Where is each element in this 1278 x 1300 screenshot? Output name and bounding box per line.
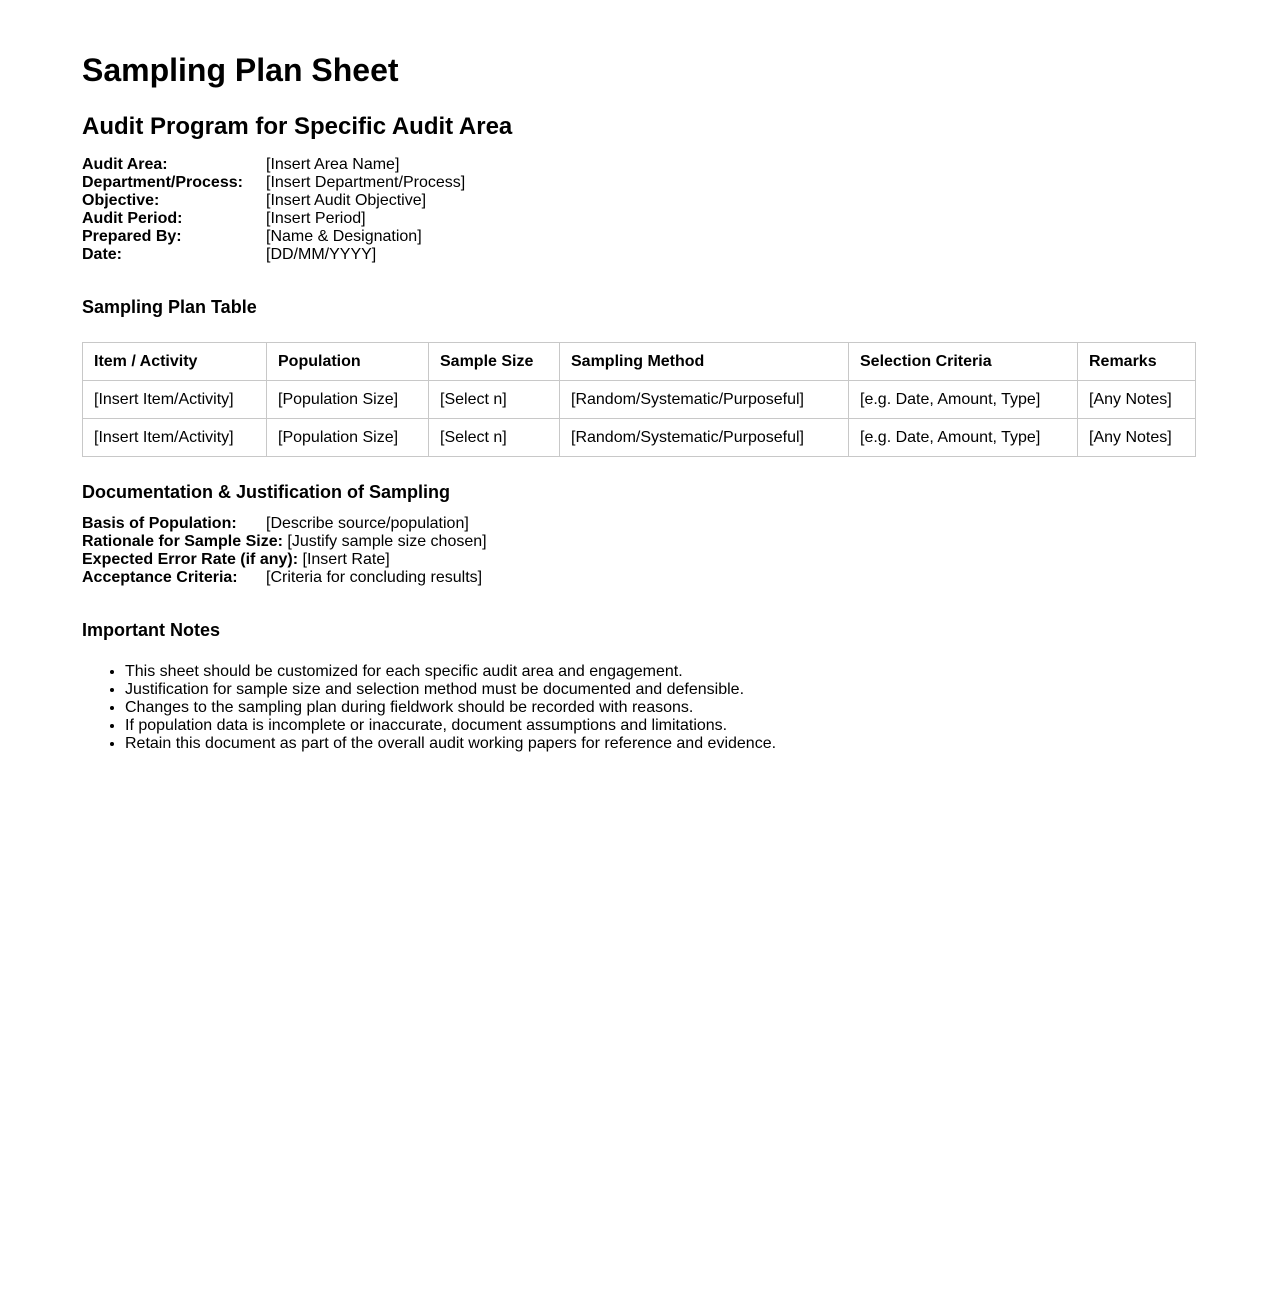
meta-row-date (82, 246, 1196, 264)
list-item: • Retain this document as part of the overall audit working papers for reference and evidence. (125, 735, 1196, 753)
table-cell: [Insert Item/Activity] (83, 419, 267, 457)
page-title: Sampling Plan Sheet (82, 52, 399, 88)
list-item: • This sheet should be customized for each specific audit area and engagement. (125, 663, 1196, 681)
list-item: • Justification for sample size and selection method must be documented and defensible. (125, 681, 1196, 699)
meta-label: Audit Period: (82, 210, 183, 227)
meta-row-department (82, 174, 1196, 192)
sampling-table-heading: Sampling Plan Table (82, 297, 257, 317)
meta-row-objective (82, 192, 1196, 210)
table-row (83, 381, 1196, 419)
justification-value: [Criteria for concluding results] (266, 569, 483, 586)
justification-value: [Justify sample size chosen] (287, 533, 487, 550)
justification-row-acceptance (82, 569, 1196, 587)
table-cell: [Select n] (429, 419, 560, 457)
column-header: Selection Criteria (849, 343, 1078, 381)
justification-label: Rationale for Sample Size: (82, 533, 283, 550)
table-cell: [Select n] (429, 381, 560, 419)
justification-block (82, 515, 1196, 587)
meta-value: [Name & Designation] (266, 228, 422, 245)
justification-row-rationale (82, 533, 1196, 551)
table-cell: [Random/Systematic/Purposeful] (560, 381, 849, 419)
column-header: Sample Size (429, 343, 560, 381)
meta-value: [DD/MM/YYYY] (266, 246, 377, 263)
meta-value: [Insert Area Name] (266, 156, 400, 173)
justification-label: Acceptance Criteria: (82, 569, 238, 586)
justification-label: Basis of Population: (82, 515, 237, 532)
meta-label: Date: (82, 246, 123, 263)
table-cell: [Any Notes] (1078, 419, 1196, 457)
table-cell: [Population Size] (267, 419, 429, 457)
meta-label: Audit Area: (82, 156, 168, 173)
meta-label: Objective: (82, 192, 160, 209)
notes-list (82, 663, 1196, 753)
list-item: • If population data is incomplete or inaccurate, document assumptions and limitations. (125, 717, 1196, 735)
page-subtitle: Audit Program for Specific Audit Area (82, 113, 513, 140)
column-header: Population (267, 343, 429, 381)
table-row (83, 419, 1196, 457)
list-item: • Changes to the sampling plan during fieldwork should be recorded with reasons. (125, 699, 1196, 717)
meta-label: Prepared By: (82, 228, 182, 245)
meta-row-audit-period (82, 210, 1196, 228)
meta-value: [Insert Department/Process] (266, 174, 466, 191)
justification-row-basis (82, 515, 1196, 533)
justification-label: Expected Error Rate (if any): (82, 551, 299, 568)
audit-meta-block (82, 156, 1196, 264)
meta-row-audit-area (82, 156, 1196, 174)
justification-value: [Describe source/population] (266, 515, 469, 532)
meta-value: [Insert Period] (266, 210, 366, 227)
column-header: Remarks (1078, 343, 1196, 381)
meta-value: [Insert Audit Objective] (266, 192, 427, 209)
meta-label: Department/Process: (82, 174, 243, 191)
sampling-plan-table (82, 342, 1196, 457)
table-cell: [Insert Item/Activity] (83, 381, 267, 419)
meta-row-prepared-by (82, 228, 1196, 246)
justification-row-error-rate (82, 551, 1196, 569)
documentation-heading: Documentation & Justification of Sampling (82, 482, 451, 502)
notes-heading: Important Notes (82, 620, 221, 640)
column-header: Sampling Method (560, 343, 849, 381)
table-cell: [Random/Systematic/Purposeful] (560, 419, 849, 457)
column-header: Item / Activity (83, 343, 267, 381)
table-cell: [Any Notes] (1078, 381, 1196, 419)
justification-value: [Insert Rate] (302, 551, 390, 568)
table-header-row (83, 343, 1196, 381)
table-cell: [Population Size] (267, 381, 429, 419)
table-cell: [e.g. Date, Amount, Type] (849, 381, 1078, 419)
table-cell: [e.g. Date, Amount, Type] (849, 419, 1078, 457)
